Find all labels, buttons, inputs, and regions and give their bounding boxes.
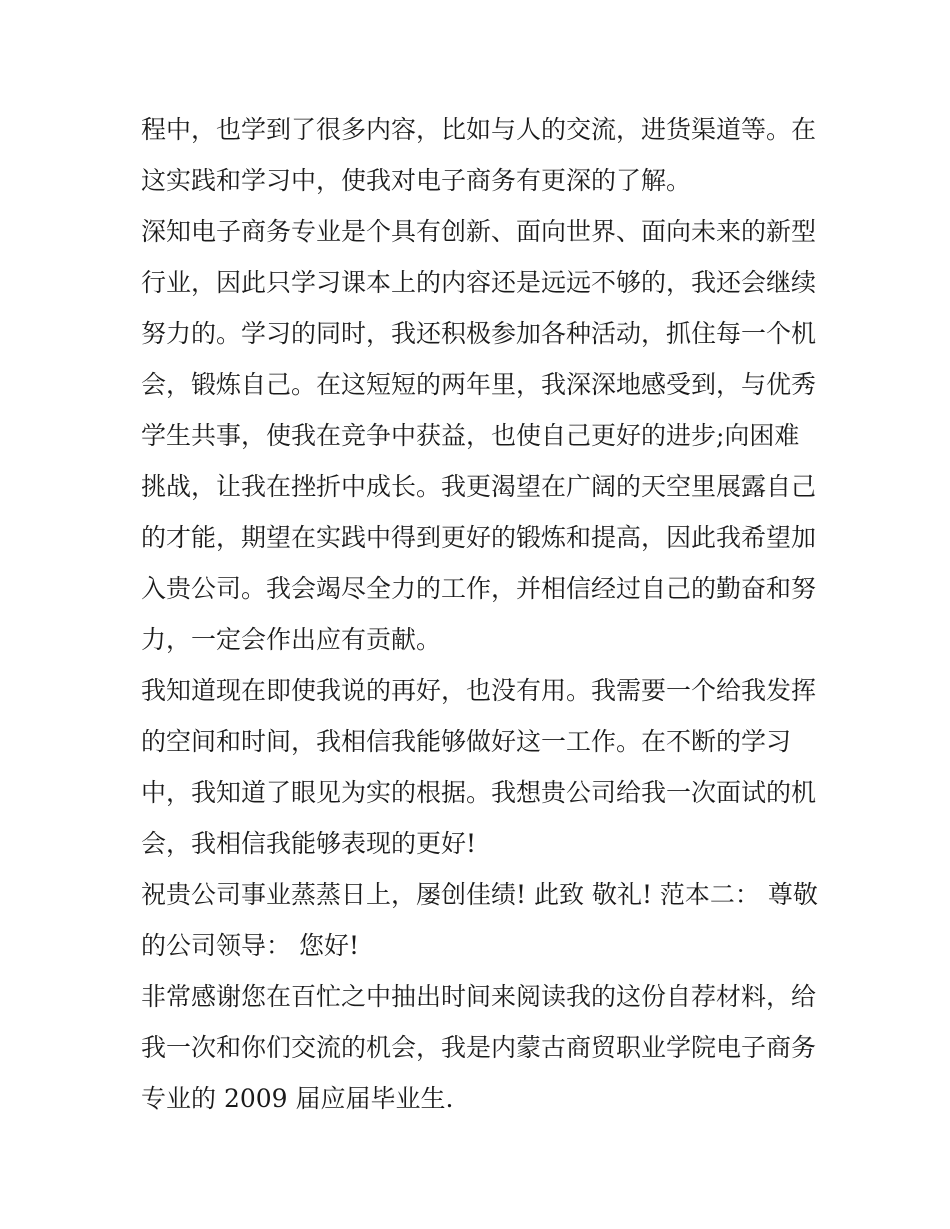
text-line: 非常感谢您在百忙之中抽出时间来阅读我的这份自荐材料，给 [141,982,817,1011]
text-line: 挑战，让我在挫折中成长。我更渴望在广阔的天空里展露自己 [141,472,817,501]
text-line: 专业的 2009 届应届毕业生. [141,1084,454,1113]
text-line: 这实践和学习中，使我对电子商务有更深的了解。 [141,166,692,195]
text-line: 力，一定会作出应有贡献。 [141,625,442,654]
text-line: 入贵公司。我会竭尽全力的工作，并相信经过自己的勤奋和努 [141,574,817,603]
text-line: 程中，也学到了很多内容，比如与人的交流，进货渠道等。在 [141,115,817,144]
text-line: 行业，因此只学习课本上的内容还是远远不够的，我还会继续 [141,268,817,297]
text-line: 的才能，期望在实践中得到更好的锻炼和提高，因此我希望加 [141,523,817,552]
text-line: 会，锻炼自己。在这短短的两年里，我深深地感受到，与优秀 [141,370,817,399]
text-line: 我一次和你们交流的机会，我是内蒙古商贸职业学院电子商务 [141,1033,817,1062]
text-line: 深知电子商务专业是个具有创新、面向世界、面向未来的新型 [141,217,817,246]
text-line: 学生共事，使我在竞争中获益，也使自己更好的进步;向困难 [141,421,800,450]
body-text [141,104,816,1124]
text-line: 努力的。学习的同时，我还积极参加各种活动，抓住每一个机 [141,319,817,348]
text-line: 会，我相信我能够表现的更好! [141,829,477,858]
text-line: 祝贵公司事业蒸蒸日上，屡创佳绩! 此致 敬礼! 范本二： 尊敬 [141,880,818,909]
text-line: 的公司领导： 您好! [141,931,359,960]
text-line: 中，我知道了眼见为实的根据。我想贵公司给我一次面试的机 [141,778,817,807]
text-line: 我知道现在即使我说的再好，也没有用。我需要一个给我发挥 [141,676,817,705]
text-line: 的空间和时间，我相信我能够做好这一工作。在不断的学习 [141,727,792,756]
